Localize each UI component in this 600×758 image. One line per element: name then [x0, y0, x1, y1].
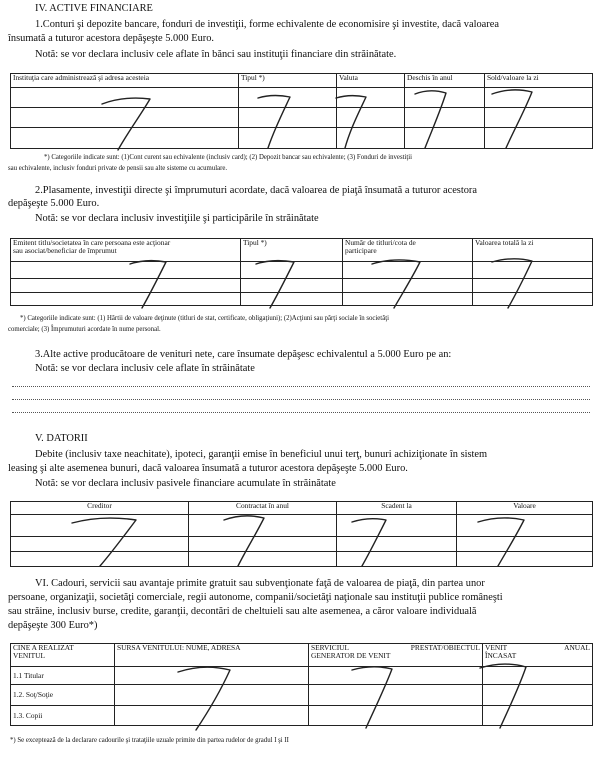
table-row [11, 552, 593, 567]
section-iv-note2: Notă: se vor declara inclusiv investiţiile şi participările în străinătate [35, 213, 319, 224]
column-header: Contractat în anul [189, 502, 337, 515]
table2-footnote-line2: comerciale; (3) Împrumuturi acordate în nume personal. [8, 326, 161, 333]
section-iv-p2-line2: depăşeşte 5.000 Euro. [8, 198, 100, 209]
section-v-p-line1: Debite (inclusiv taxe neachitate), ipoteci, garanţii emise în beneficiul unui terţ, bunuri achiziţionate în sistem [35, 449, 488, 460]
row-label: 1.2. Soţ/Soţie [11, 685, 115, 706]
column-header: Emitent titlu/societatea în care persoana este acţionar sau asociat/beneficiar de împrumut [11, 239, 241, 262]
dotted-line [12, 412, 590, 413]
section-vi-p-line4: depăşeşte 300 Euro*) [8, 620, 98, 631]
column-header: Tipul *) [241, 239, 343, 262]
dotted-line [12, 399, 590, 400]
section-iv-heading: IV. ACTIVE FINANCIARE [35, 3, 153, 14]
table-row [11, 685, 593, 706]
column-header: Tipul *) [239, 74, 337, 88]
column-header: SERVICIUL PRESTAT/OBIECTUL GENERATOR DE VENIT [309, 644, 483, 667]
dotted-line [12, 386, 590, 387]
section-iv-p1-line1: 1.Conturi şi depozite bancare, fonduri de investiţii, forme echivalente de economisire şi investite, dacă valoarea [35, 19, 499, 30]
table-header-row [11, 502, 593, 515]
section-vi-p-line2: persoane, organizaţii, societăţi comerciale, regii autonome, companii/societăţi naţionale sau instituţii publice româneşti [8, 592, 503, 603]
table1-footnote-line2: sau echivalente, inclusiv fonduri private de pensii sau alte sisteme cu acumulare. [8, 165, 228, 172]
section-iv-p3-line1: 3.Alte active producătoare de venituri nete, care însumate depăşesc echivalentul a 5.000 Euro pe an: [35, 349, 452, 360]
section-vi-p-line1: VI. Cadouri, servicii sau avantaje primite gratuit sau subvenţionate faţă de valoarea de piaţă, din partea unor [35, 578, 485, 589]
table-header-row [11, 644, 593, 667]
section-v-p-line2: leasing şi alte asemenea bunuri, dacă valoarea însumată a tuturor acestora depăşeşte 5.000 Euro. [8, 463, 408, 474]
table-row [11, 108, 593, 128]
gifts-table [10, 643, 593, 726]
table-header-row [11, 239, 593, 262]
section-iv-p2-line1: 2.Plasamente, investiţii directe şi împrumuturi acordate, dacă valoarea de piaţă însumată a tuturor acestora [35, 185, 478, 196]
table-row [11, 537, 593, 552]
section-vi-p-line3: sau străine, inclusiv burse, credite, garanţii, decontări de cheltuieli sau alte asemenea, a căror valoare individuală [8, 606, 477, 617]
table2-footnote-line1: *) Categoriile indicate sunt: (1) Hârtii de valoare deţinute (titluri de stat, certificate, obligaţiuni); (2)Acţiuni sau părţi sociale în societăţi [20, 315, 389, 322]
column-header: CINE A REALIZAT VENITUL [11, 644, 115, 667]
table1-footnote-line1: *) Categoriile indicate sunt: (1)Cont curent sau echivalente (inclusiv card); (2) Depozit bancar sau echivalente; (3) Fonduri de investiţii [44, 154, 413, 161]
column-header: Creditor [11, 502, 189, 515]
debts-table [10, 501, 593, 567]
section-v-note: Notă: se vor declara inclusiv pasivele financiare acumulate în străinătate [35, 478, 336, 489]
table-row [11, 279, 593, 293]
column-header: SURSA VENITULUI: NUME, ADRESA [115, 644, 309, 667]
column-header: Valuta [337, 74, 405, 88]
row-label: 1.1 Titular [11, 667, 115, 685]
table-row [11, 293, 593, 306]
table-row [11, 667, 593, 685]
column-header: Instituţia care administrează şi adresa acesteia [11, 74, 239, 88]
row-label: 1.3. Copii [11, 706, 115, 726]
table-row [11, 515, 593, 537]
column-header: VENIT ANUAL ÎNCASAT [483, 644, 593, 667]
financial-accounts-table [10, 73, 593, 149]
column-header: Valoarea totală la zi [473, 239, 593, 262]
column-header: Sold/valoare la zi [485, 74, 593, 88]
section-iv-p1-line2: însumată a tuturor acestora depăşeşte 5.000 Euro. [8, 33, 215, 44]
section-v-heading: V. DATORII [35, 433, 88, 444]
table-row [11, 262, 593, 279]
column-header: Valoare [457, 502, 593, 515]
table-header-row [11, 74, 593, 88]
table-row [11, 88, 593, 108]
table-row [11, 706, 593, 726]
table-row [11, 128, 593, 149]
column-header: Număr de titluri/cota de participare [343, 239, 473, 262]
section-iv-note1: Notă: se vor declara inclusiv cele aflate în bănci sau instituţii financiare din străinătate. [35, 49, 397, 60]
section-iv-note3: Notă: se vor declara inclusiv cele aflate în străinătate [35, 363, 255, 374]
column-header: Deschis în anul [405, 74, 485, 88]
column-header: Scadent la [337, 502, 457, 515]
investments-table [10, 238, 593, 306]
gifts-footnote: *) Se exceptează de la declarare cadourile şi trataţiile uzuale primite din partea rudelor de gradul I şi II [10, 737, 289, 744]
